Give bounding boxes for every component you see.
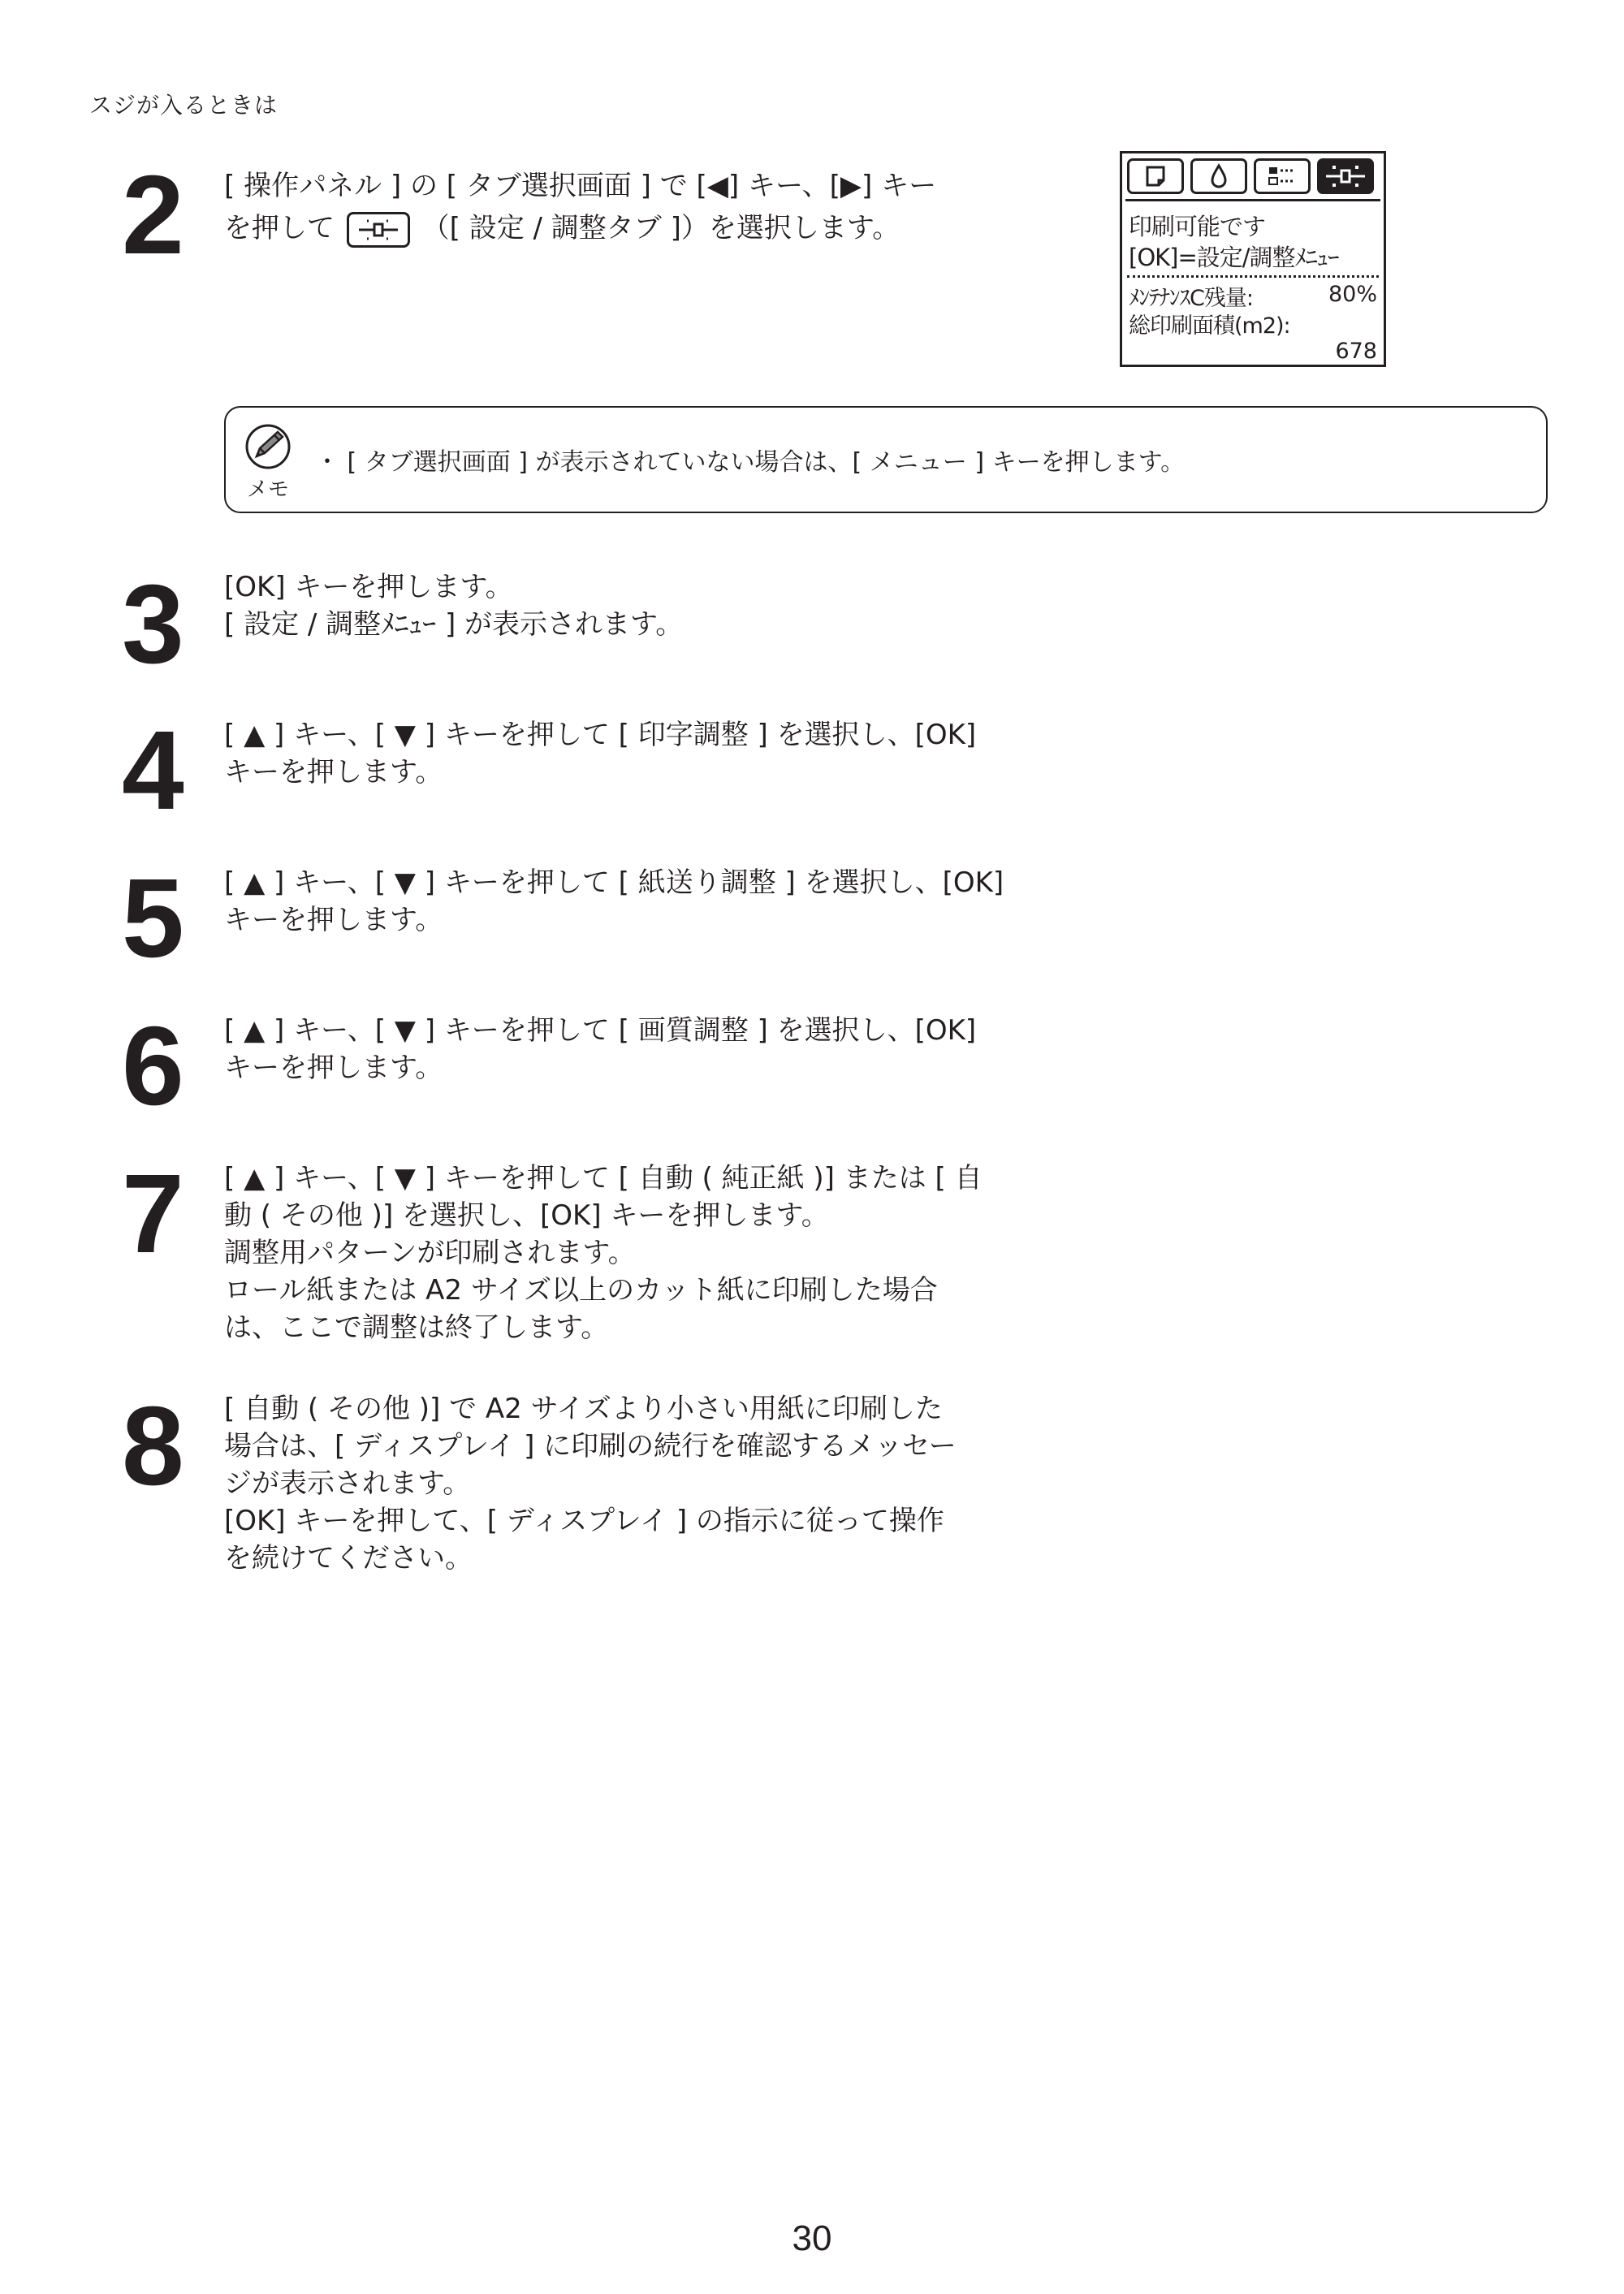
step-2-text: [224, 167, 971, 248]
lcd-divider: [1127, 275, 1379, 278]
step-2-line-2a: を押して: [224, 212, 335, 244]
step-number-2: 2: [122, 153, 184, 278]
step-number-4: 4: [122, 708, 184, 833]
step-7-line-5: は、ここで調整は終了します。: [224, 1311, 609, 1344]
step-number-3: 3: [122, 562, 184, 687]
lcd-display: [1120, 151, 1386, 367]
lcd-area-label: 総印刷面積(m2):: [1129, 313, 1290, 339]
step-number-6: 6: [122, 1004, 184, 1129]
lcd-maintenance-value: 80%: [1328, 282, 1377, 307]
step-7-line-2: 動 ( その他 )] を選択し、[OK] キーを押します。: [224, 1199, 829, 1232]
step-number-5: 5: [122, 856, 184, 981]
step-4-line-1: [ ▲ ] キー、[ ▼ ] キーを押して [ 印字調整 ] を選択し、[OK]: [224, 719, 977, 751]
step-7-text: [224, 1160, 983, 1346]
step-5-text: [224, 864, 1004, 939]
step-7-line-1: [ ▲ ] キー、[ ▼ ] キーを押して [ 自動 ( 純正紙 )] または [ 自: [224, 1162, 983, 1195]
step-6-line-2: キーを押します。: [224, 1052, 443, 1084]
step-number-8: 8: [122, 1384, 184, 1509]
section-title: スジが入るときは: [89, 92, 279, 119]
step-6-line-1: [ ▲ ] キー、[ ▼ ] キーを押して [ 画質調整 ] を選択し、[OK]: [224, 1014, 977, 1047]
paper-tab-icon: [1127, 158, 1184, 194]
step-7-line-4: ロール紙または A2 サイズ以上のカット紙に印刷した場合: [224, 1274, 938, 1307]
lcd-tab-bar: [1125, 157, 1380, 201]
memo-box: [224, 406, 1548, 513]
step-3-line-1: [OK] キーを押します。: [224, 571, 513, 603]
memo-text: ・ [ タブ選択画面 ] が表示されていない場合は、[ メニュー ] キーを押します。: [315, 448, 1186, 477]
step-7-line-3: 調整用パターンが印刷されます。: [224, 1237, 636, 1269]
ink-tab-icon: [1190, 158, 1247, 194]
pencil-memo-icon: [244, 422, 292, 471]
step-2-line-2: [224, 210, 971, 248]
lcd-area-value: 678: [1335, 339, 1377, 364]
lcd-status-line: 印刷可能です: [1129, 213, 1266, 240]
step-3-text: [224, 568, 971, 643]
step-number-7: 7: [122, 1151, 184, 1277]
step-3-line-2: [ 設定 / 調整ﾒﾆｭｰ ] が表示されます。: [224, 608, 684, 641]
settings-tab-icon: [347, 212, 410, 248]
step-8-line-1: [ 自動 ( その他 )] で A2 サイズより小さい用紙に印刷した: [224, 1393, 943, 1425]
step-2-line-2b: （[ 設定 / 調整タブ ]）を選択します。: [421, 212, 901, 244]
step-8-text: [224, 1390, 971, 1577]
step-8-line-2: 場合は、[ ディスプレイ ] に印刷の続行を確認するメッセー: [224, 1430, 957, 1462]
lcd-maintenance-label: ﾒﾝﾃﾅﾝｽC残量:: [1129, 286, 1253, 311]
page-number: 30: [792, 2218, 832, 2258]
step-5-line-1: [ ▲ ] キー、[ ▼ ] キーを押して [ 紙送り調整 ] を選択し、[OK]: [224, 866, 1004, 899]
step-4-text: [224, 716, 977, 791]
memo-label: メモ: [247, 477, 290, 502]
step-2-line-1: [ 操作パネル ] の [ タブ選択画面 ] で [◀] キー、[▶] キー: [224, 170, 937, 202]
settings-tab-icon-active: [1317, 158, 1374, 194]
lcd-ok-line: [OK]=設定/調整ﾒﾆｭｰ: [1129, 244, 1339, 271]
step-8-line-4: [OK] キーを押して、[ ディスプレイ ] の指示に従って操作: [224, 1505, 944, 1537]
step-8-line-3: ジが表示されます。: [224, 1467, 471, 1500]
step-4-line-2: キーを押します。: [224, 756, 443, 788]
step-8-line-5: を続けてください。: [224, 1542, 473, 1575]
step-5-line-2: キーを押します。: [224, 904, 443, 936]
step-6-text: [224, 1012, 977, 1087]
job-tab-icon: [1254, 158, 1311, 194]
